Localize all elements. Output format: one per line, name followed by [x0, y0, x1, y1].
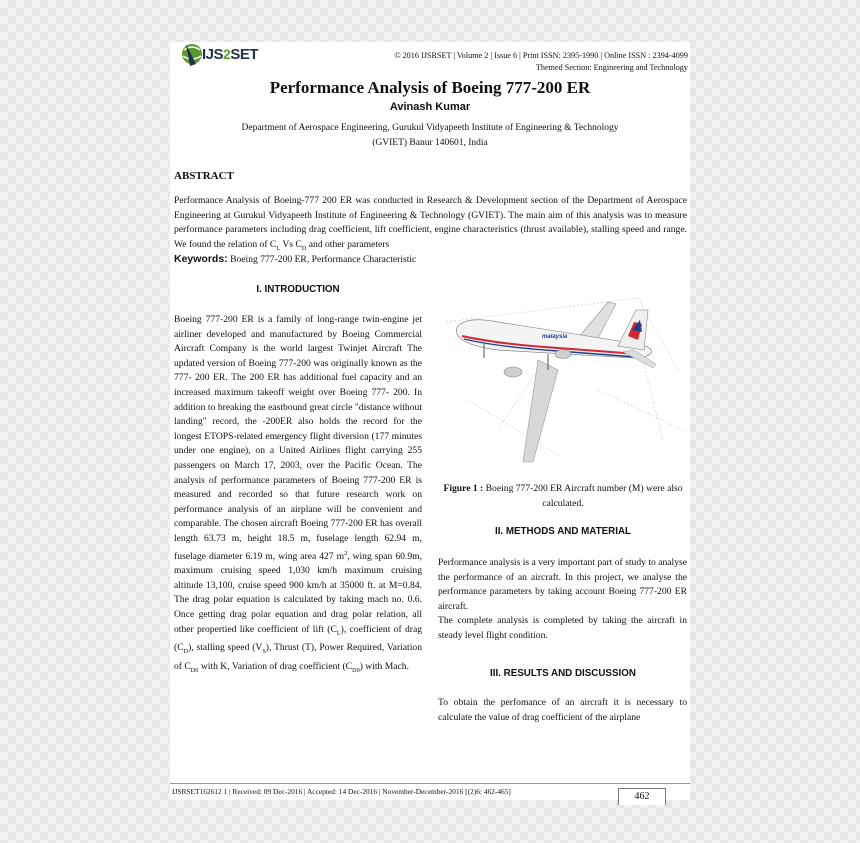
- abstract-text: Performance Analysis of Boeing-777 200 ER was conducted in Research & Development section of the Department of Aerospace Engineering at Gurukul Vidyapeeth Institute of Engineering & Technology (GVIET). The main aim of this analysis was to measure performance parameters including drag coefficient, lift coefficient, engine characteristics (thrust available), stalling speed and range. We found the relation of $C_L$ Vs $C_D$ and other parameters: [174, 195, 687, 252]
- paper-page: [170, 42, 690, 800]
- footer-rule: [170, 783, 690, 784]
- airplane-drawing: [438, 280, 688, 468]
- results-paragraph: To obtain the perfomance of an aircraft it is necessary to calculate the value of drag coefficient of the airplane: [438, 697, 687, 723]
- figure-caption: Figure 1 : Boeing 777-200 ER Aircraft number (M) were also calculated.: [443, 483, 683, 509]
- paper-title: Performance Analysis of Boeing 777-200 ER: [269, 78, 591, 97]
- aircraft-figure: [438, 280, 688, 468]
- abstract-heading: ABSTRACT: [174, 170, 234, 182]
- page-number: 462: [618, 788, 666, 805]
- logo-text: IJS2SET: [202, 46, 258, 63]
- intro-paragraph: Boeing 777-200 ER is a family of long-range twin-engine jet airliner developed and manufactured by Boeing Commercial Aircraft Company is the world largest Twinjet Aircraft The updated version of Boeing 777-200 was originally known as the 777- 200 ER. The 200 ER has additional fuel capacity and an increased maximum takeoff weight over Boeing 777- 200. In addition to breaking the eastbound great circle "distance without landing" record, the -200ER also holds the record for the longest ETOPS-related emergency flight diversion (177 minutes under one engine), on a United Airlines flight carrying 255 passengers on March 17, 2003, over the Pacific Ocean. The analysis of performance parameters of Boeing 777-200 ER is measured and recorded so that future research work on performance analysis of an airplane will be convenient and comparable. The chosen aircraft Boeing 777-200 ER has overall length 63.73 m, height 18.5 m, fuselage length 62.94 m, fuselage diameter 6.19 m, wing area 427 $m^2$, wing span 60.9m, maximum cruising speed 1,030 km/h maximum cruising altitude 13,100, cruise speed 900 km/h at 35000 ft. at M=0.84. The drag polar equation is calculated by taking mach no. 0.6. Once getting drag polar equation and drag polar relation, all other propertied like coefficient of lift $(C_L)$, coefficient of drag $(C_D)$, stalling speed $(V_S)$, Thrust (T), Power Required, Variation of $C_{D0}$ with K, Variation of drag coefficient $(C_{D0})$ with Mach.: [174, 314, 422, 674]
- livery-text: malaysia: [542, 334, 568, 340]
- journal-header: [348, 50, 688, 74]
- intro-heading: I. INTRODUCTION: [256, 284, 340, 295]
- header-line-issn: © 2016 IJSRSET | Volume 2 | Issue 6 | Print ISSN: 2395-1990 | Online ISSN : 2394-4099: [394, 51, 688, 60]
- methods-heading: II. METHODS AND MATERIAL: [494, 526, 632, 537]
- methods-paragraph: Performance analysis is a very important part of study to analyse the performance of an aircraft. In this project, we analyse the performance parameters by taking account Boeing 777-200 ER aircraft. The complete analysis is completed by taking the aircraft in steady level flight condition.: [438, 557, 687, 641]
- results-heading: III. RESULTS AND DISCUSSION: [490, 668, 636, 679]
- author-affiliation: Department of Aerospace Engineering, Gurukul Vidyapeeth Institute of Engineering & Technology (GVIET) Banur 140601, India: [241, 123, 619, 148]
- keywords: Keywords: Boeing 777-200 ER, Performance Characteristic: [174, 253, 417, 265]
- author-name: Avinash Kumar: [389, 101, 471, 113]
- header-line-section: Themed Section: Engineering and Technology: [535, 63, 688, 72]
- footer-citation: IJSRSET162612 1 | Received: 09 Dec-2016 | Accepted: 14 Dec-2016 | November-December-2016 [(2)6: 462-465]: [172, 787, 511, 796]
- journal-logo: [180, 40, 270, 72]
